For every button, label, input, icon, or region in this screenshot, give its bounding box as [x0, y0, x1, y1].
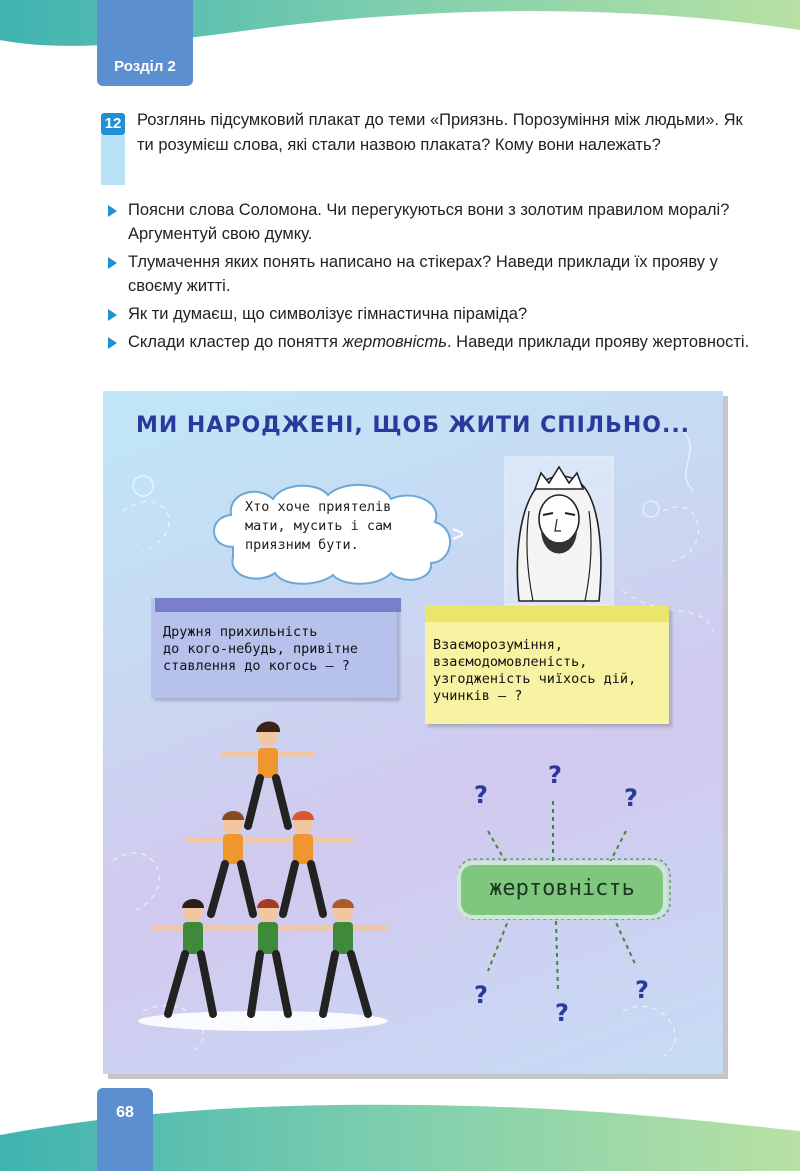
quote-line: мати, мусить і сам: [245, 518, 392, 534]
sticky-note-yellow-tape: [425, 606, 669, 622]
cluster-question-mark: ?: [635, 976, 649, 1004]
gymnast-bottom-left: [153, 899, 231, 1014]
gymnast-top: [223, 722, 313, 827]
cluster-question-mark: ?: [474, 981, 488, 1009]
bullet-item: [108, 330, 753, 354]
bullet-item: [108, 250, 753, 298]
gymnast-middle-left: [188, 811, 273, 914]
sticky-note-yellow-text: [433, 637, 665, 705]
note-line: Дружня прихильність: [163, 624, 318, 640]
section-label: Розділ 2: [114, 58, 176, 75]
note-line: взаємодомовленість,: [433, 654, 588, 670]
gymnast-bottom-right: [305, 899, 385, 1014]
bullet-text: Як ти думаєш, що символізує гімнастична піраміда?: [128, 305, 528, 323]
cluster-question-mark: ?: [624, 784, 638, 812]
sticky-note-blue-tape: [155, 598, 401, 612]
task-number-badge: 12: [101, 113, 125, 135]
task-marker-bar: [101, 135, 125, 185]
gymnastic-pyramid-illustration: [123, 716, 443, 1036]
gymnast-bottom-center: [231, 899, 305, 1014]
poster: [103, 391, 723, 1074]
note-line: учинків — ?: [433, 688, 523, 704]
quote-line: Хто хоче приятелів: [245, 499, 392, 515]
gymnast-middle-right: [263, 811, 351, 914]
task-text: Розглянь підсумковий плакат до теми «Приязнь. Порозуміння між людьми». Як ти розумієш слова, які стали назвою плаката? Кому вони належать?: [137, 111, 743, 154]
note-line: Взаєморозуміння,: [433, 637, 564, 653]
sticky-note-blue-text: [163, 624, 395, 675]
bullet-arrow-icon: [108, 205, 117, 217]
bullet-text: Склади кластер до поняття жертовність. Наведи приклади прояву жертовності.: [128, 333, 750, 351]
cluster-question-mark: ?: [555, 999, 569, 1027]
bullet-text: Поясни слова Соломона. Чи перегукуються вони з золотим правилом моралі? Аргументуй свою думку.: [128, 201, 730, 243]
note-line: узгодженість чиїхось дій,: [433, 671, 637, 687]
bullet-italic-term: жертовність: [342, 333, 447, 351]
solomon-portrait: [499, 451, 619, 611]
poster-title: МИ НАРОДЖЕНІ, ЩОБ ЖИТИ СПІЛЬНО...: [135, 413, 691, 438]
note-line: до кого-небудь, привітне: [163, 641, 359, 657]
bullet-item: [108, 302, 753, 326]
note-line: ставлення до когось — ?: [163, 658, 350, 674]
bullet-arrow-icon: [108, 257, 117, 269]
bullet-arrow-icon: [108, 309, 117, 321]
cluster-question-mark: ?: [474, 781, 488, 809]
page-number: 68: [116, 1104, 134, 1121]
cluster-center-word: жертовність: [489, 876, 635, 901]
bullet-arrow-icon: [108, 337, 117, 349]
bullet-item: [108, 198, 753, 246]
quote-line: приязним бути.: [245, 537, 359, 553]
quote-text: [245, 498, 445, 555]
page-number-tab: [97, 1088, 153, 1171]
cluster-question-mark: ?: [548, 761, 562, 789]
bullet-text: Тлумачення яких понять написано на стікерах? Наведи приклади їх прояву у своєму житті.: [128, 253, 718, 295]
